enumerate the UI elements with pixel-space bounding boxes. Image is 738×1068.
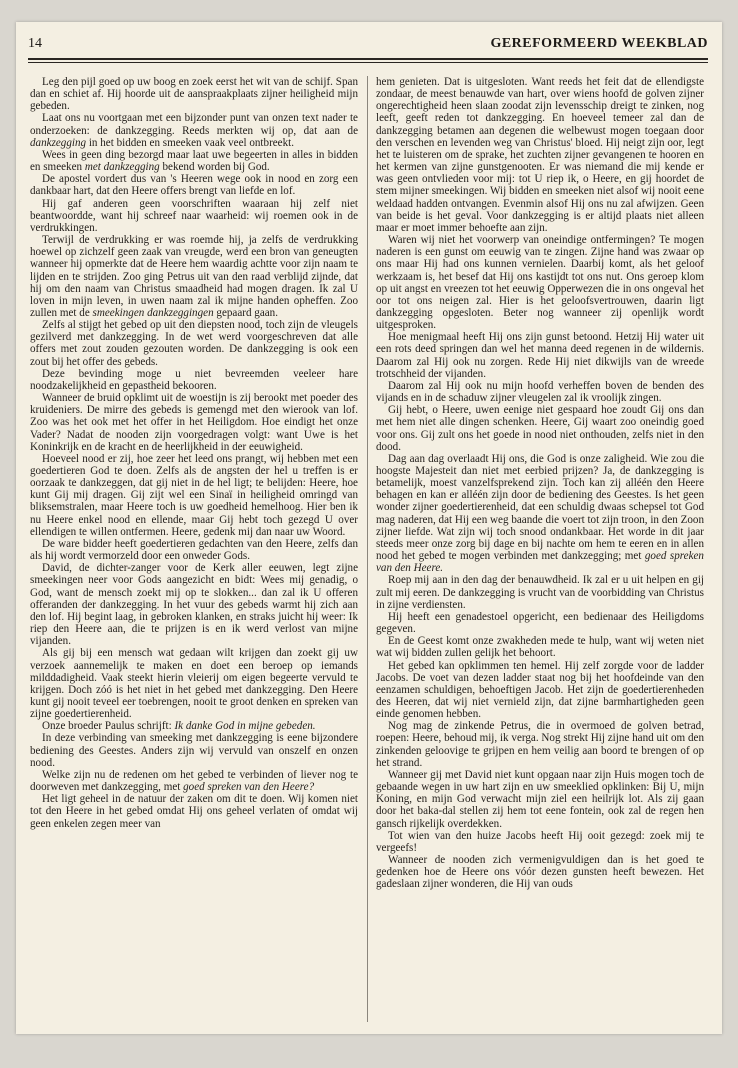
paragraph-text: Tot wien van den huize Jacobs heeft Hij ooit gezegd: zoek mij te vergeefs! xyxy=(376,829,704,854)
paragraph xyxy=(30,234,358,319)
paragraph xyxy=(30,319,358,368)
paragraph-text: Gij hebt, o Heere, uwen eenige niet gespaard hoe zoudt Gij ons dan met hem niet alle dingen schenken. Heere, Gij waart zoo oneindig goed voor ons. Gij zult ons het goede in nood niet onthouden, zelfs niet in den dood. xyxy=(376,404,704,453)
paragraph xyxy=(376,380,704,404)
paragraph xyxy=(376,234,704,331)
paragraph xyxy=(376,574,704,610)
paragraph-text: Het gebed kan opklimmen ten hemel. Hij zelf zorgde voor de ladder Jacobs. De voet van dezen ladder staat nog bij het hoofdeinde van den eenzamen schuldigen, behoeftigen Jacob. Het zijn de goedertierenheden des Heeren, dat wij niet vernield zijn, dat zijne barmhartigheden geen einde genomen hebben. xyxy=(376,659,704,721)
paragraph-text: Hij heeft een genadestoel opgericht, een bedienaar des Heiligdoms gegeven. xyxy=(376,610,704,636)
paragraph-text: Zelfs al stijgt het gebed op uit den diepsten nood, toch zijn de vleugels gezilverd met dankzegging. In de wet werd voorgeschreven dat alle offers met zout zouden gezouten worden. De dankzegging is ook een zout bij het offer des gebeds. xyxy=(30,319,358,368)
right-column xyxy=(376,76,704,1024)
paragraph-text: Als gij bij een mensch wat gedaan wilt krijgen dan zoekt gij uw verzoek aannemelijk te maken en doet een beroep op iemands milddadigheid. Vaak steekt hierin vleierij om eigen begeerte vervuld te krijgen. Doch zóó is het niet in het gebed met dankzegging. Den Heere kunt gij nooit teveel eer toebrengen, nooit te groot denken en spreken van zijne goedertierenheid. xyxy=(30,647,358,721)
journal-title: GEREFORMEERD WEEKBLAD xyxy=(490,36,708,51)
paragraph-text: Wanneer de bruid opklimt uit de woestijn is zij berookt met poeder des kruideniers. De mirre des gebeds is gemengd met den wierook van lof. Zoo was het ook met het offer in het Heiligdom. Hoe eindigt het onze Vader? Nadat de nooden zijn voorgedragen volgt: want Uwe is het Koninkrijk en de kracht en de heerlijkheid in der eeuwigheid. xyxy=(30,392,358,453)
newspaper-page xyxy=(16,22,722,1034)
paragraph xyxy=(376,331,704,380)
paragraph xyxy=(30,368,358,392)
paragraph xyxy=(376,453,704,575)
paragraph xyxy=(30,647,358,720)
paragraph xyxy=(30,392,358,453)
paragraph-text: Leg den pijl goed op uw boog en zoek eerst het wit van de schijf. Span dan en schiet af. Hij hoorde uit de aanspraakplaats zijner heiligheid mijn gebeden. xyxy=(30,76,358,113)
paragraph xyxy=(30,538,358,562)
paragraph xyxy=(376,76,704,234)
paragraph-text: De ware bidder heeft goedertieren gedachten van den Heere, zelfs dan als hij wordt vermorzeld door een onweder Gods. xyxy=(30,537,358,563)
paragraph-text: De apostel vordert dus van 's Heeren wege ook in nood en zorg een dankbaar hart, dat den Heere offers brengt van liefde en lof. xyxy=(30,173,358,198)
emphasis-text: dankzegging xyxy=(30,136,87,149)
column-divider xyxy=(367,76,368,1022)
paragraph-text: bekend worden bij God. xyxy=(159,161,270,174)
paragraph xyxy=(30,720,358,732)
emphasis-text: Ik danke God in mijne gebeden. xyxy=(174,720,316,733)
paragraph-text: Hij gaf anderen geen voorschriften waaraan hij zelf niet beantwoordde, want hij schreef naar waarheid: wij roemen ook in de verdrukkingen. xyxy=(30,197,358,234)
paragraph xyxy=(376,854,704,890)
header-rule-thick xyxy=(28,58,708,60)
paragraph-text: Nog mag de zinkende Petrus, die in overmoed de golven betrad, roepen: Heere, behoud mij, ik verga. Nog strekt Hij zijne hand uit om den zinkenden geloovige te grijpen en hem veilig aan boord te brengen of op het strand. xyxy=(376,720,704,769)
page-number: 14 xyxy=(28,36,42,51)
paragraph-text: Wees in geen ding bezorgd maar laat uwe begeerten in alles in bidden en smeeken xyxy=(30,148,358,174)
paragraph xyxy=(30,198,358,234)
paragraph xyxy=(30,732,358,768)
paragraph-text: Dag aan dag overlaadt Hij ons, die God is onze zaligheid. Wie zou die hoogste Majesteit dan niet met eerbied prijzen? Ja, de dankzegging is betamelijk, moest vanzelfsprekend zijn. Toch kan zij alléén den Heere behagen en kan er alléén zijn door de bediening des Geestes. Is het geen wonder zijner goedertierenheid, dat een schuldig dwaas schepsel tot God mag naderen, dat Hij een weg baande die voert tot zijn troon, in den Zoon zijner liefde. Wat zijn wij toch snood ondankbaar. Het worde in dit jaar steeds meer onze zorg bij dage en bij nachte om hem te eeren en in allen nood het gebed te mogen verbinden met dankzegging; met xyxy=(376,452,704,563)
paragraph-text: Wanneer de nooden zich vermenigvuldigen dan is het goed te gedenken hoe de Heere ons vóór dezen gunsten heeft bewezen. Het gadeslaan zijner wonderen, die Hij van ouds xyxy=(376,854,704,891)
paragraph-text: Wanneer gij met David niet kunt opgaan naar zijn Huis mogen toch de gebaande wegen in uw hart zijn en uw smeeklied opklinken: Bij U, mijn Koning, en mijn God verwacht mijn ziel een heilrijk lot. Als zij gaan door het baka-dal stellen zij hem tot eene fontein, ook zal de regen hen gansch rijkelijk overdekken. xyxy=(376,768,704,830)
paragraph xyxy=(376,660,704,721)
paragraph-text: In deze verbinding van smeeking met dankzegging is eene bijzondere bediening des Geestes. Anders zijn wij vervuld van onszelf en onzen nood. xyxy=(30,732,358,769)
paragraph-text: in het bidden en smeeken vaak veel ontbreekt. xyxy=(86,136,295,149)
paragraph-text: hem genieten. Dat is uitgesloten. Want reeds het feit dat de ellendigste zondaar, de meest benauwde van hart, over wiens hoofd de golven zijner ongerechtigheid heen slaan zoodat zijn levensschip dreigt te zinken, nog leeft, geeft reden tot dankzegging. En hoeveel temeer zal dan de dankzegging betamen aan degenen die welbewust mogen toegaan door den verschen en levenden weg van Christus' bloed. Hij neigt zijn oor, legt het te luisteren om de sprake, het zuchten zijner gevangenen te hooren en het kermen van zijne gunstgenooten. Er was niemand die mij kende er was geen ontvlieden voor mij: tot U riep ik, o Heere, en gij hoordet de stem mijner smeekingen. Wij bidden en smeeken niet alsof wij nooit eene weldaad hadden ontvangen. Evenmin alsof Hij ons nu zal afwijzen. Geen van beide is het geval. Voor dankzegging is er altijd plaats niet alleen maar er moet immer behoefte aan zijn. xyxy=(376,76,704,234)
paragraph xyxy=(376,720,704,769)
paragraph-text: gepaard gaan. xyxy=(213,306,278,319)
paragraph-text: Laat ons nu voortgaan met een bijzonder punt van onzen text nader te onderzoeken: de dankzegging. Reeds merkten wij op, dat aan de xyxy=(30,112,358,137)
emphasis-text: goed spreken van den Heere. xyxy=(376,550,704,575)
paragraph-text: Waren wij niet het voorwerp van oneindige ontfermingen? Te mogen naderen is een gunst om eeuwig van te zingen. Zijne hand was zwaar op ons maar Hij had ons kunnen vernielen. Daarbij komt, als het geloof werkzaam is, het besef dat Hij ons kastijdt tot ons nut. Ons geroep klom op uit angst en vreezen tot het eeuwig Opperwezen die in ons ongeval het oor tot ons neigen zal. Hier is het geloofsvertrouwen, daarin ligt dankzegging opgesloten. Beter nog wanneer zij openlijk wordt uitgesproken. xyxy=(376,234,704,332)
paragraph-text: Deze bevinding moge u niet bevreemden veeleer hare noodzakelijkheid en gepastheid bekooren. xyxy=(30,367,358,392)
paragraph xyxy=(30,453,358,538)
paragraph-text: David, de dichter-zanger voor de Kerk aller eeuwen, legt zijne smeekingen neer voor Gods aangezicht en bidt: Wees mij genadig, o God, want de mensch zoekt mij op te slokken... dan zal ik U offeren offeranden der dankzegging. In het vuur des gebeds warmt hij zich aan den lof. Hij begint laag, in gebroken klanken, en straks juicht hij weer: Ik riep den Heere aan, die te prijzen is en ik werd verlost van mijne vijanden. xyxy=(30,562,358,648)
paragraph-text: En de Geest komt onze zwakheden mede te hulp, want wij weten niet wat wij bidden zullen gelijk het behoort. xyxy=(376,635,704,660)
paragraph xyxy=(30,769,358,793)
paragraph xyxy=(376,404,704,453)
emphasis-text: goed spreken van den Heere? xyxy=(183,781,315,794)
paragraph-text: Roep mij aan in den dag der benauwdheid. Ik zal er u uit helpen en gij zult mij eeren. De dankzegging is vrucht van de voorbidding van Christus in zijne verdiensten. xyxy=(376,574,704,611)
paragraph-text: Welke zijn nu de redenen om het gebed te verbinden of liever nog te doorweven met dankzegging, met xyxy=(30,768,358,794)
paragraph xyxy=(376,830,704,854)
paragraph xyxy=(376,769,704,830)
paragraph-text: Hoe menigmaal heeft Hij ons zijn gunst betoond. Hetzij Hij water uit een rots deed springen dan wel het manna deed regenen in de wildernis. Daarom zal Hij ook nu zorgen. Rede Hij niet dikwijls van de wreede trotschheid der vijanden. xyxy=(376,331,704,380)
paragraph-text: Onze broeder Paulus schrijft: xyxy=(42,720,175,733)
paragraph xyxy=(30,562,358,647)
header-rule-thin xyxy=(28,62,708,63)
paragraph-text: Hoeveel nood er zij, hoe zeer het leed ons prangt, wij hebben met een goedertieren God te doen. Zelfs als de angsten der hel u treffen is er oorzaak te dankzeggen, dat gij niet in de hel ligt; te belijden: Heere, hoe kunt Gij mij dragen. Gij zijt wel een Sinaï in heiligheid omringd van bliksemstralen, maar Heere toch is uw goedheid hemelhoog. Hier ben ik nu Heere enkel nood en ellende, maar Gij hebt toch gezegd U over ellendigen te willen ontfermen. Heere, gedenk mij dan naar uw Woord. xyxy=(30,452,358,538)
paragraph xyxy=(30,149,358,173)
emphasis-text: met dankzegging xyxy=(84,161,160,174)
page-header xyxy=(28,36,708,56)
left-column xyxy=(30,76,358,1024)
paragraph-text: Het ligt geheel in de natuur der zaken om dit te doen. Wij komen niet tot den Heere in het gebed omdat Hij ons geheel verlaten of omdat wij geen enkelen zegen meer van xyxy=(30,793,358,830)
paragraph xyxy=(30,173,358,197)
paragraph-text: Daarom zal Hij ook nu mijn hoofd verheffen boven de benden des vijands en in de schaduw zijner vleugelen zal ik vroolijk zingen. xyxy=(376,379,704,405)
paragraph xyxy=(376,611,704,635)
paragraph xyxy=(30,793,358,829)
emphasis-text: smeekingen dankzeggingen xyxy=(92,306,214,319)
paragraph xyxy=(376,635,704,659)
paragraph-text: Terwijl de verdrukking er was roemde hij, ja zelfs de verdrukking hoewel op zichzelf geen zaak van vreugde, werd een bron van geneugten wanneer hij opmerkte dat de Heere hem waardig achtte voor zijn naam te lijden en te strijden. Zoo ging Petrus uit van den raad verblijd zijnde, dat hij om den naam van Christus smaadheid had mogen dragen. Ik zal U loven in mijn leven, in uwen naam zal ik mijne handen opheffen. Zoo zullen met de xyxy=(30,234,358,319)
paragraph xyxy=(30,76,358,112)
paragraph xyxy=(30,112,358,148)
